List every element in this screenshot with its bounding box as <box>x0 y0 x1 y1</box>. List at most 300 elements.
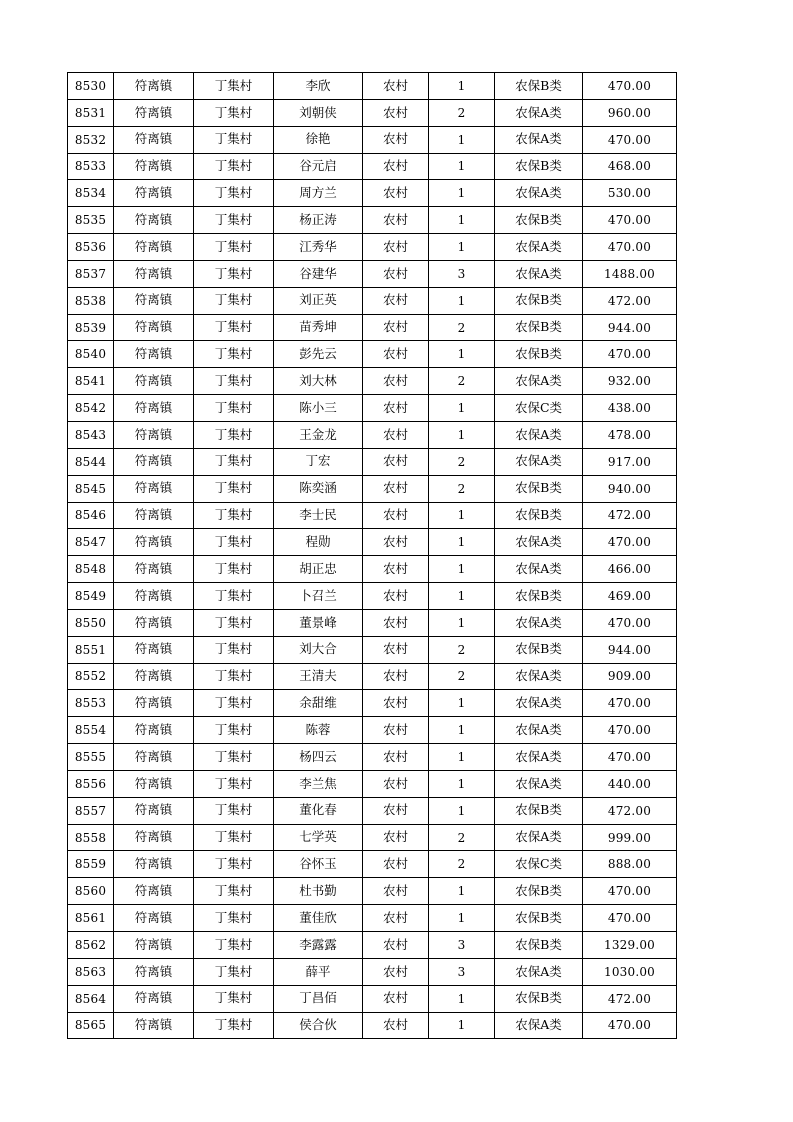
village-cell: 丁集村 <box>194 636 274 663</box>
name-cell: 谷元启 <box>274 153 363 180</box>
insurance-type-cell: 农保A类 <box>495 368 583 395</box>
amount-cell: 472.00 <box>583 502 677 529</box>
household-count-cell: 2 <box>429 448 495 475</box>
table-row <box>68 234 677 261</box>
amount-cell: 470.00 <box>583 341 677 368</box>
amount-cell: 470.00 <box>583 717 677 744</box>
table-row <box>68 851 677 878</box>
town-cell: 符离镇 <box>114 878 194 905</box>
area-type-cell: 农村 <box>363 368 429 395</box>
town-cell: 符离镇 <box>114 770 194 797</box>
area-type-cell: 农村 <box>363 609 429 636</box>
insurance-type-cell: 农保A类 <box>495 609 583 636</box>
household-count-cell: 1 <box>429 583 495 610</box>
table-row <box>68 421 677 448</box>
area-type-cell: 农村 <box>363 690 429 717</box>
insurance-type-cell: 农保A类 <box>495 260 583 287</box>
household-count-cell: 1 <box>429 609 495 636</box>
insurance-type-cell: 农保A类 <box>495 690 583 717</box>
village-cell: 丁集村 <box>194 609 274 636</box>
amount-cell: 470.00 <box>583 126 677 153</box>
household-count-cell: 1 <box>429 502 495 529</box>
household-count-cell: 2 <box>429 368 495 395</box>
record-id-cell: 8534 <box>68 180 114 207</box>
insurance-type-cell: 农保A类 <box>495 958 583 985</box>
town-cell: 符离镇 <box>114 824 194 851</box>
area-type-cell: 农村 <box>363 341 429 368</box>
name-cell: 丁昌佰 <box>274 985 363 1012</box>
area-type-cell: 农村 <box>363 126 429 153</box>
town-cell: 符离镇 <box>114 368 194 395</box>
area-type-cell: 农村 <box>363 153 429 180</box>
amount-cell: 917.00 <box>583 448 677 475</box>
name-cell: 王金龙 <box>274 421 363 448</box>
household-count-cell: 1 <box>429 234 495 261</box>
record-id-cell: 8561 <box>68 905 114 932</box>
area-type-cell: 农村 <box>363 797 429 824</box>
insurance-type-cell: 农保B类 <box>495 878 583 905</box>
village-cell: 丁集村 <box>194 314 274 341</box>
table-row <box>68 448 677 475</box>
insurance-type-cell: 农保A类 <box>495 556 583 583</box>
name-cell: 陈小三 <box>274 395 363 422</box>
village-cell: 丁集村 <box>194 744 274 771</box>
amount-cell: 470.00 <box>583 1012 677 1039</box>
household-count-cell: 1 <box>429 395 495 422</box>
insurance-type-cell: 农保B类 <box>495 905 583 932</box>
town-cell: 符离镇 <box>114 663 194 690</box>
village-cell: 丁集村 <box>194 234 274 261</box>
insurance-type-cell: 农保B类 <box>495 314 583 341</box>
record-id-cell: 8537 <box>68 260 114 287</box>
area-type-cell: 农村 <box>363 207 429 234</box>
table-row <box>68 395 677 422</box>
area-type-cell: 农村 <box>363 958 429 985</box>
table-row <box>68 636 677 663</box>
name-cell: 胡正忠 <box>274 556 363 583</box>
table-row <box>68 878 677 905</box>
table-row <box>68 153 677 180</box>
town-cell: 符离镇 <box>114 583 194 610</box>
insurance-type-cell: 农保A类 <box>495 99 583 126</box>
amount-cell: 470.00 <box>583 878 677 905</box>
table-row <box>68 770 677 797</box>
village-cell: 丁集村 <box>194 797 274 824</box>
household-count-cell: 1 <box>429 153 495 180</box>
record-id-cell: 8542 <box>68 395 114 422</box>
village-cell: 丁集村 <box>194 448 274 475</box>
town-cell: 符离镇 <box>114 73 194 100</box>
table-row <box>68 341 677 368</box>
record-id-cell: 8549 <box>68 583 114 610</box>
area-type-cell: 农村 <box>363 73 429 100</box>
household-count-cell: 2 <box>429 824 495 851</box>
area-type-cell: 农村 <box>363 851 429 878</box>
area-type-cell: 农村 <box>363 502 429 529</box>
household-count-cell: 1 <box>429 73 495 100</box>
village-cell: 丁集村 <box>194 583 274 610</box>
table-row <box>68 314 677 341</box>
village-cell: 丁集村 <box>194 73 274 100</box>
amount-cell: 440.00 <box>583 770 677 797</box>
name-cell: 刘朝侠 <box>274 99 363 126</box>
village-cell: 丁集村 <box>194 556 274 583</box>
name-cell: 董景峰 <box>274 609 363 636</box>
town-cell: 符离镇 <box>114 475 194 502</box>
record-id-cell: 8565 <box>68 1012 114 1039</box>
amount-cell: 470.00 <box>583 207 677 234</box>
name-cell: 薛平 <box>274 958 363 985</box>
insurance-type-cell: 农保B类 <box>495 985 583 1012</box>
town-cell: 符离镇 <box>114 556 194 583</box>
village-cell: 丁集村 <box>194 475 274 502</box>
table-row <box>68 180 677 207</box>
insurance-type-cell: 农保B类 <box>495 797 583 824</box>
village-cell: 丁集村 <box>194 207 274 234</box>
area-type-cell: 农村 <box>363 878 429 905</box>
table-body <box>68 73 677 1039</box>
area-type-cell: 农村 <box>363 421 429 448</box>
record-id-cell: 8563 <box>68 958 114 985</box>
town-cell: 符离镇 <box>114 905 194 932</box>
area-type-cell: 农村 <box>363 663 429 690</box>
area-type-cell: 农村 <box>363 260 429 287</box>
table-row <box>68 932 677 959</box>
record-id-cell: 8548 <box>68 556 114 583</box>
household-count-cell: 1 <box>429 690 495 717</box>
record-id-cell: 8535 <box>68 207 114 234</box>
table-row <box>68 287 677 314</box>
insurance-type-cell: 农保B类 <box>495 153 583 180</box>
insurance-type-cell: 农保A类 <box>495 1012 583 1039</box>
amount-cell: 960.00 <box>583 99 677 126</box>
record-id-cell: 8550 <box>68 609 114 636</box>
name-cell: 侯合伙 <box>274 1012 363 1039</box>
town-cell: 符离镇 <box>114 180 194 207</box>
area-type-cell: 农村 <box>363 448 429 475</box>
insurance-type-cell: 农保A类 <box>495 663 583 690</box>
household-count-cell: 1 <box>429 744 495 771</box>
amount-cell: 470.00 <box>583 905 677 932</box>
table-row <box>68 99 677 126</box>
area-type-cell: 农村 <box>363 234 429 261</box>
town-cell: 符离镇 <box>114 609 194 636</box>
table-row <box>68 556 677 583</box>
area-type-cell: 农村 <box>363 475 429 502</box>
name-cell: 七学英 <box>274 824 363 851</box>
name-cell: 刘正英 <box>274 287 363 314</box>
insurance-type-cell: 农保B类 <box>495 502 583 529</box>
area-type-cell: 农村 <box>363 824 429 851</box>
household-count-cell: 1 <box>429 126 495 153</box>
table-row <box>68 663 677 690</box>
name-cell: 卜召兰 <box>274 583 363 610</box>
town-cell: 符离镇 <box>114 690 194 717</box>
table-row <box>68 260 677 287</box>
village-cell: 丁集村 <box>194 421 274 448</box>
records-table <box>67 72 677 1039</box>
household-count-cell: 1 <box>429 717 495 744</box>
record-id-cell: 8545 <box>68 475 114 502</box>
town-cell: 符离镇 <box>114 421 194 448</box>
village-cell: 丁集村 <box>194 126 274 153</box>
insurance-type-cell: 农保A类 <box>495 529 583 556</box>
town-cell: 符离镇 <box>114 1012 194 1039</box>
amount-cell: 470.00 <box>583 609 677 636</box>
town-cell: 符离镇 <box>114 744 194 771</box>
town-cell: 符离镇 <box>114 99 194 126</box>
town-cell: 符离镇 <box>114 502 194 529</box>
table-row <box>68 1012 677 1039</box>
amount-cell: 944.00 <box>583 636 677 663</box>
town-cell: 符离镇 <box>114 153 194 180</box>
amount-cell: 470.00 <box>583 529 677 556</box>
name-cell: 程勋 <box>274 529 363 556</box>
insurance-type-cell: 农保A类 <box>495 180 583 207</box>
area-type-cell: 农村 <box>363 583 429 610</box>
village-cell: 丁集村 <box>194 502 274 529</box>
insurance-type-cell: 农保A类 <box>495 824 583 851</box>
amount-cell: 472.00 <box>583 985 677 1012</box>
household-count-cell: 3 <box>429 932 495 959</box>
town-cell: 符离镇 <box>114 636 194 663</box>
town-cell: 符离镇 <box>114 395 194 422</box>
insurance-type-cell: 农保C类 <box>495 395 583 422</box>
name-cell: 周方兰 <box>274 180 363 207</box>
name-cell: 余甜维 <box>274 690 363 717</box>
village-cell: 丁集村 <box>194 851 274 878</box>
name-cell: 徐艳 <box>274 126 363 153</box>
household-count-cell: 1 <box>429 985 495 1012</box>
town-cell: 符离镇 <box>114 932 194 959</box>
insurance-type-cell: 农保B类 <box>495 583 583 610</box>
insurance-type-cell: 农保B类 <box>495 73 583 100</box>
village-cell: 丁集村 <box>194 153 274 180</box>
amount-cell: 478.00 <box>583 421 677 448</box>
town-cell: 符离镇 <box>114 529 194 556</box>
table-row <box>68 529 677 556</box>
area-type-cell: 农村 <box>363 985 429 1012</box>
village-cell: 丁集村 <box>194 260 274 287</box>
amount-cell: 1488.00 <box>583 260 677 287</box>
household-count-cell: 3 <box>429 260 495 287</box>
village-cell: 丁集村 <box>194 985 274 1012</box>
area-type-cell: 农村 <box>363 180 429 207</box>
record-id-cell: 8564 <box>68 985 114 1012</box>
village-cell: 丁集村 <box>194 341 274 368</box>
village-cell: 丁集村 <box>194 395 274 422</box>
record-id-cell: 8547 <box>68 529 114 556</box>
table-row <box>68 502 677 529</box>
amount-cell: 909.00 <box>583 663 677 690</box>
town-cell: 符离镇 <box>114 448 194 475</box>
town-cell: 符离镇 <box>114 985 194 1012</box>
record-id-cell: 8544 <box>68 448 114 475</box>
town-cell: 符离镇 <box>114 207 194 234</box>
record-id-cell: 8552 <box>68 663 114 690</box>
amount-cell: 940.00 <box>583 475 677 502</box>
amount-cell: 472.00 <box>583 797 677 824</box>
amount-cell: 1030.00 <box>583 958 677 985</box>
area-type-cell: 农村 <box>363 932 429 959</box>
table-row <box>68 690 677 717</box>
household-count-cell: 3 <box>429 958 495 985</box>
record-id-cell: 8546 <box>68 502 114 529</box>
amount-cell: 468.00 <box>583 153 677 180</box>
name-cell: 谷建华 <box>274 260 363 287</box>
village-cell: 丁集村 <box>194 770 274 797</box>
village-cell: 丁集村 <box>194 180 274 207</box>
name-cell: 李露露 <box>274 932 363 959</box>
amount-cell: 1329.00 <box>583 932 677 959</box>
name-cell: 王清夫 <box>274 663 363 690</box>
area-type-cell: 农村 <box>363 1012 429 1039</box>
name-cell: 苗秀坤 <box>274 314 363 341</box>
village-cell: 丁集村 <box>194 99 274 126</box>
area-type-cell: 农村 <box>363 717 429 744</box>
household-count-cell: 1 <box>429 905 495 932</box>
record-id-cell: 8530 <box>68 73 114 100</box>
record-id-cell: 8543 <box>68 421 114 448</box>
table-row <box>68 368 677 395</box>
record-id-cell: 8558 <box>68 824 114 851</box>
amount-cell: 888.00 <box>583 851 677 878</box>
table-row <box>68 717 677 744</box>
village-cell: 丁集村 <box>194 958 274 985</box>
insurance-type-cell: 农保B类 <box>495 341 583 368</box>
amount-cell: 932.00 <box>583 368 677 395</box>
household-count-cell: 2 <box>429 314 495 341</box>
record-id-cell: 8540 <box>68 341 114 368</box>
town-cell: 符离镇 <box>114 287 194 314</box>
town-cell: 符离镇 <box>114 717 194 744</box>
town-cell: 符离镇 <box>114 260 194 287</box>
table-row <box>68 905 677 932</box>
name-cell: 彭先云 <box>274 341 363 368</box>
household-count-cell: 1 <box>429 797 495 824</box>
name-cell: 谷怀玉 <box>274 851 363 878</box>
record-id-cell: 8533 <box>68 153 114 180</box>
insurance-type-cell: 农保A类 <box>495 234 583 261</box>
record-id-cell: 8538 <box>68 287 114 314</box>
household-count-cell: 1 <box>429 341 495 368</box>
amount-cell: 999.00 <box>583 824 677 851</box>
amount-cell: 438.00 <box>583 395 677 422</box>
village-cell: 丁集村 <box>194 287 274 314</box>
village-cell: 丁集村 <box>194 824 274 851</box>
village-cell: 丁集村 <box>194 690 274 717</box>
amount-cell: 472.00 <box>583 287 677 314</box>
name-cell: 丁宏 <box>274 448 363 475</box>
household-count-cell: 1 <box>429 207 495 234</box>
insurance-type-cell: 农保B类 <box>495 475 583 502</box>
table-row <box>68 744 677 771</box>
insurance-type-cell: 农保B类 <box>495 932 583 959</box>
name-cell: 陈蓉 <box>274 717 363 744</box>
name-cell: 江秀华 <box>274 234 363 261</box>
name-cell: 杜书勤 <box>274 878 363 905</box>
amount-cell: 470.00 <box>583 690 677 717</box>
area-type-cell: 农村 <box>363 556 429 583</box>
village-cell: 丁集村 <box>194 663 274 690</box>
amount-cell: 470.00 <box>583 73 677 100</box>
area-type-cell: 农村 <box>363 287 429 314</box>
insurance-type-cell: 农保A类 <box>495 770 583 797</box>
town-cell: 符离镇 <box>114 851 194 878</box>
household-count-cell: 1 <box>429 287 495 314</box>
table-row <box>68 958 677 985</box>
insurance-type-cell: 农保A类 <box>495 448 583 475</box>
village-cell: 丁集村 <box>194 932 274 959</box>
insurance-type-cell: 农保A类 <box>495 744 583 771</box>
household-count-cell: 1 <box>429 421 495 448</box>
record-id-cell: 8551 <box>68 636 114 663</box>
record-id-cell: 8532 <box>68 126 114 153</box>
table-row <box>68 609 677 636</box>
village-cell: 丁集村 <box>194 717 274 744</box>
household-count-cell: 2 <box>429 851 495 878</box>
table-row <box>68 73 677 100</box>
amount-cell: 470.00 <box>583 234 677 261</box>
household-count-cell: 2 <box>429 636 495 663</box>
town-cell: 符离镇 <box>114 126 194 153</box>
area-type-cell: 农村 <box>363 905 429 932</box>
village-cell: 丁集村 <box>194 368 274 395</box>
record-id-cell: 8555 <box>68 744 114 771</box>
table-row <box>68 207 677 234</box>
record-id-cell: 8556 <box>68 770 114 797</box>
name-cell: 刘大林 <box>274 368 363 395</box>
household-count-cell: 1 <box>429 770 495 797</box>
area-type-cell: 农村 <box>363 744 429 771</box>
table-row <box>68 126 677 153</box>
insurance-type-cell: 农保B类 <box>495 287 583 314</box>
insurance-type-cell: 农保C类 <box>495 851 583 878</box>
household-count-cell: 1 <box>429 878 495 905</box>
village-cell: 丁集村 <box>194 529 274 556</box>
household-count-cell: 1 <box>429 1012 495 1039</box>
name-cell: 李欣 <box>274 73 363 100</box>
table-row <box>68 583 677 610</box>
insurance-type-cell: 农保A类 <box>495 126 583 153</box>
record-id-cell: 8562 <box>68 932 114 959</box>
name-cell: 李士民 <box>274 502 363 529</box>
household-count-cell: 2 <box>429 663 495 690</box>
record-id-cell: 8539 <box>68 314 114 341</box>
record-id-cell: 8560 <box>68 878 114 905</box>
name-cell: 董佳欣 <box>274 905 363 932</box>
amount-cell: 944.00 <box>583 314 677 341</box>
name-cell: 杨正涛 <box>274 207 363 234</box>
table-row <box>68 824 677 851</box>
record-id-cell: 8557 <box>68 797 114 824</box>
table-row <box>68 475 677 502</box>
amount-cell: 466.00 <box>583 556 677 583</box>
record-id-cell: 8536 <box>68 234 114 261</box>
record-id-cell: 8531 <box>68 99 114 126</box>
record-id-cell: 8554 <box>68 717 114 744</box>
household-count-cell: 1 <box>429 556 495 583</box>
household-count-cell: 1 <box>429 180 495 207</box>
area-type-cell: 农村 <box>363 314 429 341</box>
table-row <box>68 985 677 1012</box>
town-cell: 符离镇 <box>114 314 194 341</box>
amount-cell: 530.00 <box>583 180 677 207</box>
name-cell: 杨四云 <box>274 744 363 771</box>
area-type-cell: 农村 <box>363 99 429 126</box>
town-cell: 符离镇 <box>114 234 194 261</box>
name-cell: 董化春 <box>274 797 363 824</box>
